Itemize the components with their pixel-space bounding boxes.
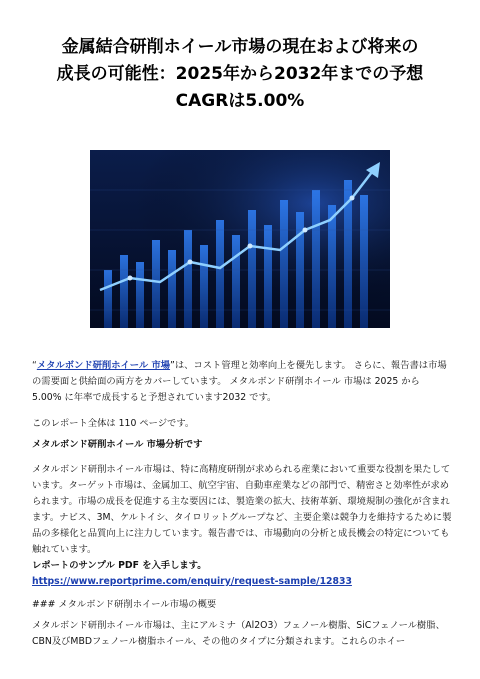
sample-paragraph (32, 558, 452, 590)
growth-chart-icon (90, 150, 390, 328)
title-line-1: 金属結合研削ホイール市場の現在および将来の (61, 37, 419, 57)
section-heading: メタルボンド研削ホイール 市場分析です (32, 439, 203, 450)
title-line-3: CAGRは5.00% (175, 91, 305, 111)
intro-text: ”は、コスト管理と効率向上を優先します。 さらに、報告書は市場の需要面と供給面の両方をカバーしています。 メタルボンド研削ホイール 市場は 2025 から 5.00% に年率で成長すると予想されています2032 です。 (32, 360, 447, 403)
hero-image (90, 150, 390, 328)
intro-paragraph (32, 358, 452, 406)
quote-mark: “ (32, 360, 37, 371)
overview-paragraph: メタルボンド研削ホイール市場は、主にアルミナ（Al2O3）フェノール樹脂、SiCフェノール樹脂、CBN及びMBDフェノール樹脂ホイール、その他のタイプに分類されます。これらのホイー (32, 620, 445, 647)
overview-heading: ### メタルボンド研削ホイール市場の概要 (32, 599, 217, 610)
market-link[interactable]: メタルボンド研削ホイール 市場 (36, 360, 171, 371)
analysis-paragraph: メタルボンド研削ホイール市場は、特に高精度研削が求められる産業において重要な役割を果たしています。ターゲット市場は、金属加工、航空宇宙、自動車産業などの部門で、精密さと効率性が求められます。市場の成長を促進する主な要因には、製造業の拡大、技術革新、環境規制の強化が含まれます。ナビス、3M、ケルトイシ、タイロリットグループなど、主要企業は競争力を維持するために製品の多様化と品質向上に注力しています。報告書では、市場動向の分析と成長機会の特定についても触れています。 (32, 464, 452, 555)
page-count-text: このレポート全体は 110 ページです。 (32, 418, 195, 429)
sample-label: レポートのサンプル PDF を入手します。 (32, 560, 207, 571)
page-title (20, 34, 460, 115)
title-line-2: 成長の可能性：2025年から2032年までの予想 (56, 64, 424, 84)
sample-link[interactable]: https://www.reportprime.com/enquiry/request-sample/12833 (32, 576, 352, 587)
